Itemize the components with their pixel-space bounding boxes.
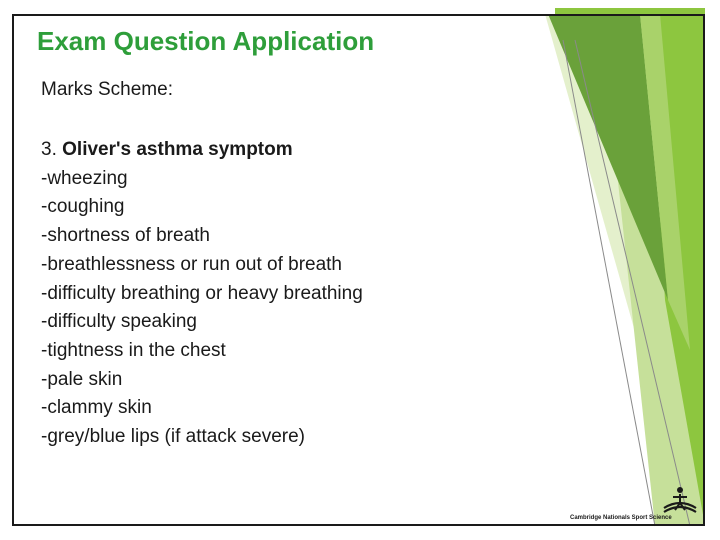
runner-book-emblem-icon: [660, 486, 700, 516]
list-item: -difficulty speaking: [41, 311, 197, 333]
question-title: Oliver's asthma symptom: [62, 139, 293, 160]
list-item: -clammy skin: [41, 397, 152, 419]
question-number: 3.: [41, 139, 57, 160]
list-item: -grey/blue lips (if attack severe): [41, 426, 305, 448]
list-item: -coughing: [41, 196, 125, 218]
question-heading: [41, 136, 363, 165]
logo-text: Cambridge Nationals Sport Science: [570, 515, 672, 521]
list-item: -pale skin: [41, 368, 123, 390]
marks-scheme-label: Marks Scheme:: [41, 79, 173, 100]
mark-scheme-content: [41, 136, 363, 452]
list-item: -tightness in the chest: [41, 339, 226, 361]
list-item: -wheezing: [41, 167, 128, 189]
slide-title: Exam Question Application: [37, 26, 375, 56]
list-item: -breathlessness or run out of breath: [41, 253, 343, 275]
symptom-list: [41, 165, 363, 452]
list-item: -difficulty breathing or heavy breathing: [41, 282, 363, 304]
cambridge-nationals-logo: [568, 486, 704, 528]
list-item: -shortness of breath: [41, 225, 210, 247]
